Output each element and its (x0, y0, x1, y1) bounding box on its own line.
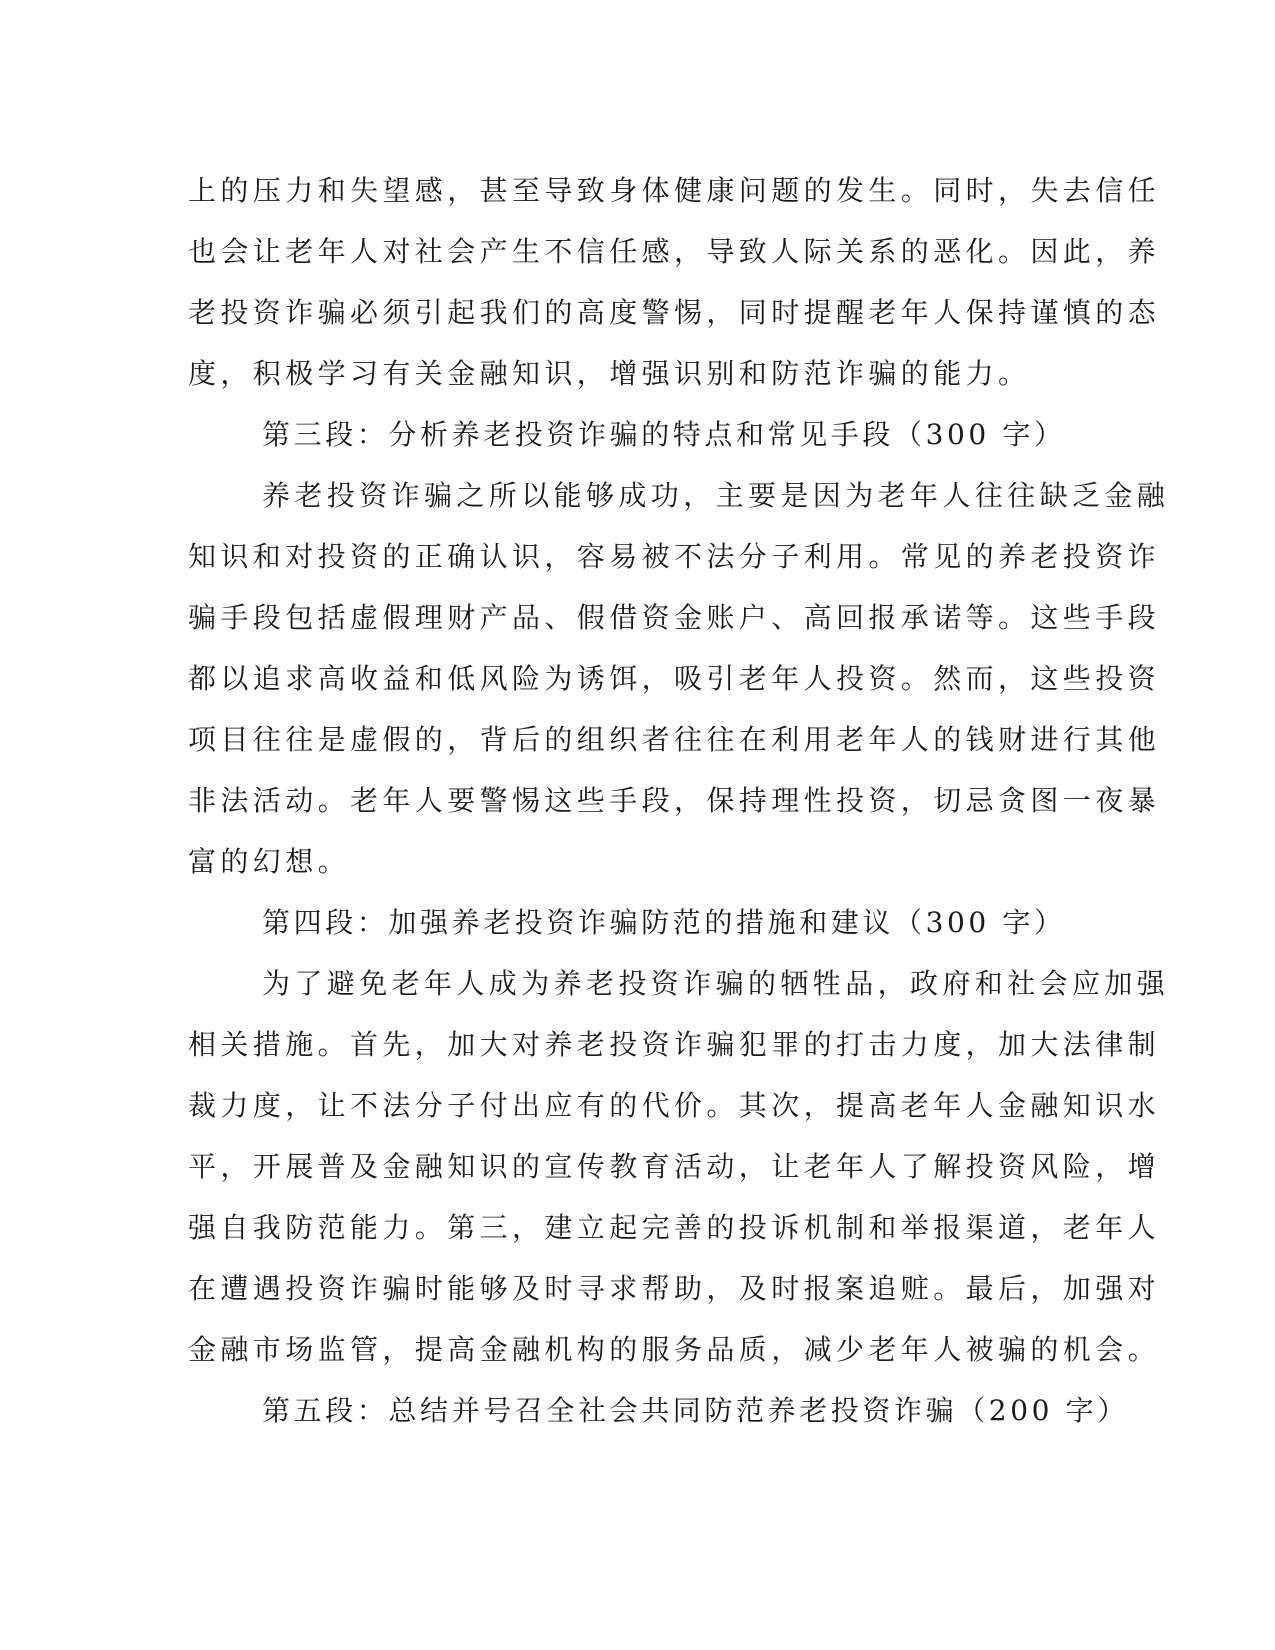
text-line: 也会让老年人对社会产生不信任感，导致人际关系的恶化。因此，养 (188, 235, 1161, 268)
text-line: 骗手段包括虚假理财产品、假借资金账户、高回报承诺等。这些手段 (188, 601, 1161, 634)
text-line: 项目往往是虚假的，背后的组织者往往在利用老年人的钱财进行其他 (188, 723, 1161, 756)
section-heading-4: 第四段：加强养老投资诈骗防范的措施和建议（300 字） (262, 906, 1066, 939)
text-line: 裁力度，让不法分子付出应有的代价。其次，提高老年人金融知识水 (188, 1089, 1161, 1122)
text-line: 为了避免老年人成为养老投资诈骗的牺牲品，政府和社会应加强 (262, 967, 1170, 1000)
text-line: 度，积极学习有关金融知识，增强识别和防范诈骗的能力。 (188, 357, 1031, 390)
text-line: 平，开展普及金融知识的宣传教育活动，让老年人了解投资风险，增 (188, 1150, 1161, 1183)
text-line: 非法活动。老年人要警惕这些手段，保持理性投资，切忌贪图一夜暴 (188, 784, 1161, 817)
text-line: 相关措施。首先，加大对养老投资诈骗犯罪的打击力度，加大法律制 (188, 1028, 1161, 1061)
text-line: 养老投资诈骗之所以能够成功，主要是因为老年人往往缺乏金融 (262, 479, 1170, 512)
document-body (188, 160, 1170, 1441)
text-line: 金融市场监管，提高金融机构的服务品质，减少老年人被骗的机会。 (188, 1333, 1161, 1366)
text-line: 上的压力和失望感，甚至导致身体健康问题的发生。同时，失去信任 (188, 174, 1161, 207)
text-line: 老投资诈骗必须引起我们的高度警惕，同时提醒老年人保持谨慎的态 (188, 296, 1161, 329)
text-line: 都以追求高收益和低风险为诱饵，吸引老年人投资。然而，这些投资 (188, 662, 1161, 695)
section-heading-3: 第三段：分析养老投资诈骗的特点和常见手段（300 字） (262, 418, 1066, 451)
text-line: 知识和对投资的正确认识，容易被不法分子利用。常见的养老投资诈 (188, 540, 1161, 573)
text-line: 强自我防范能力。第三，建立起完善的投诉机制和举报渠道，老年人 (188, 1211, 1161, 1244)
text-line: 富的幻想。 (188, 845, 351, 878)
text-line: 在遭遇投资诈骗时能够及时寻求帮助，及时报案追赃。最后，加强对 (188, 1272, 1161, 1305)
section-heading-5: 第五段：总结并号召全社会共同防范养老投资诈骗（200 字） (262, 1394, 1129, 1427)
